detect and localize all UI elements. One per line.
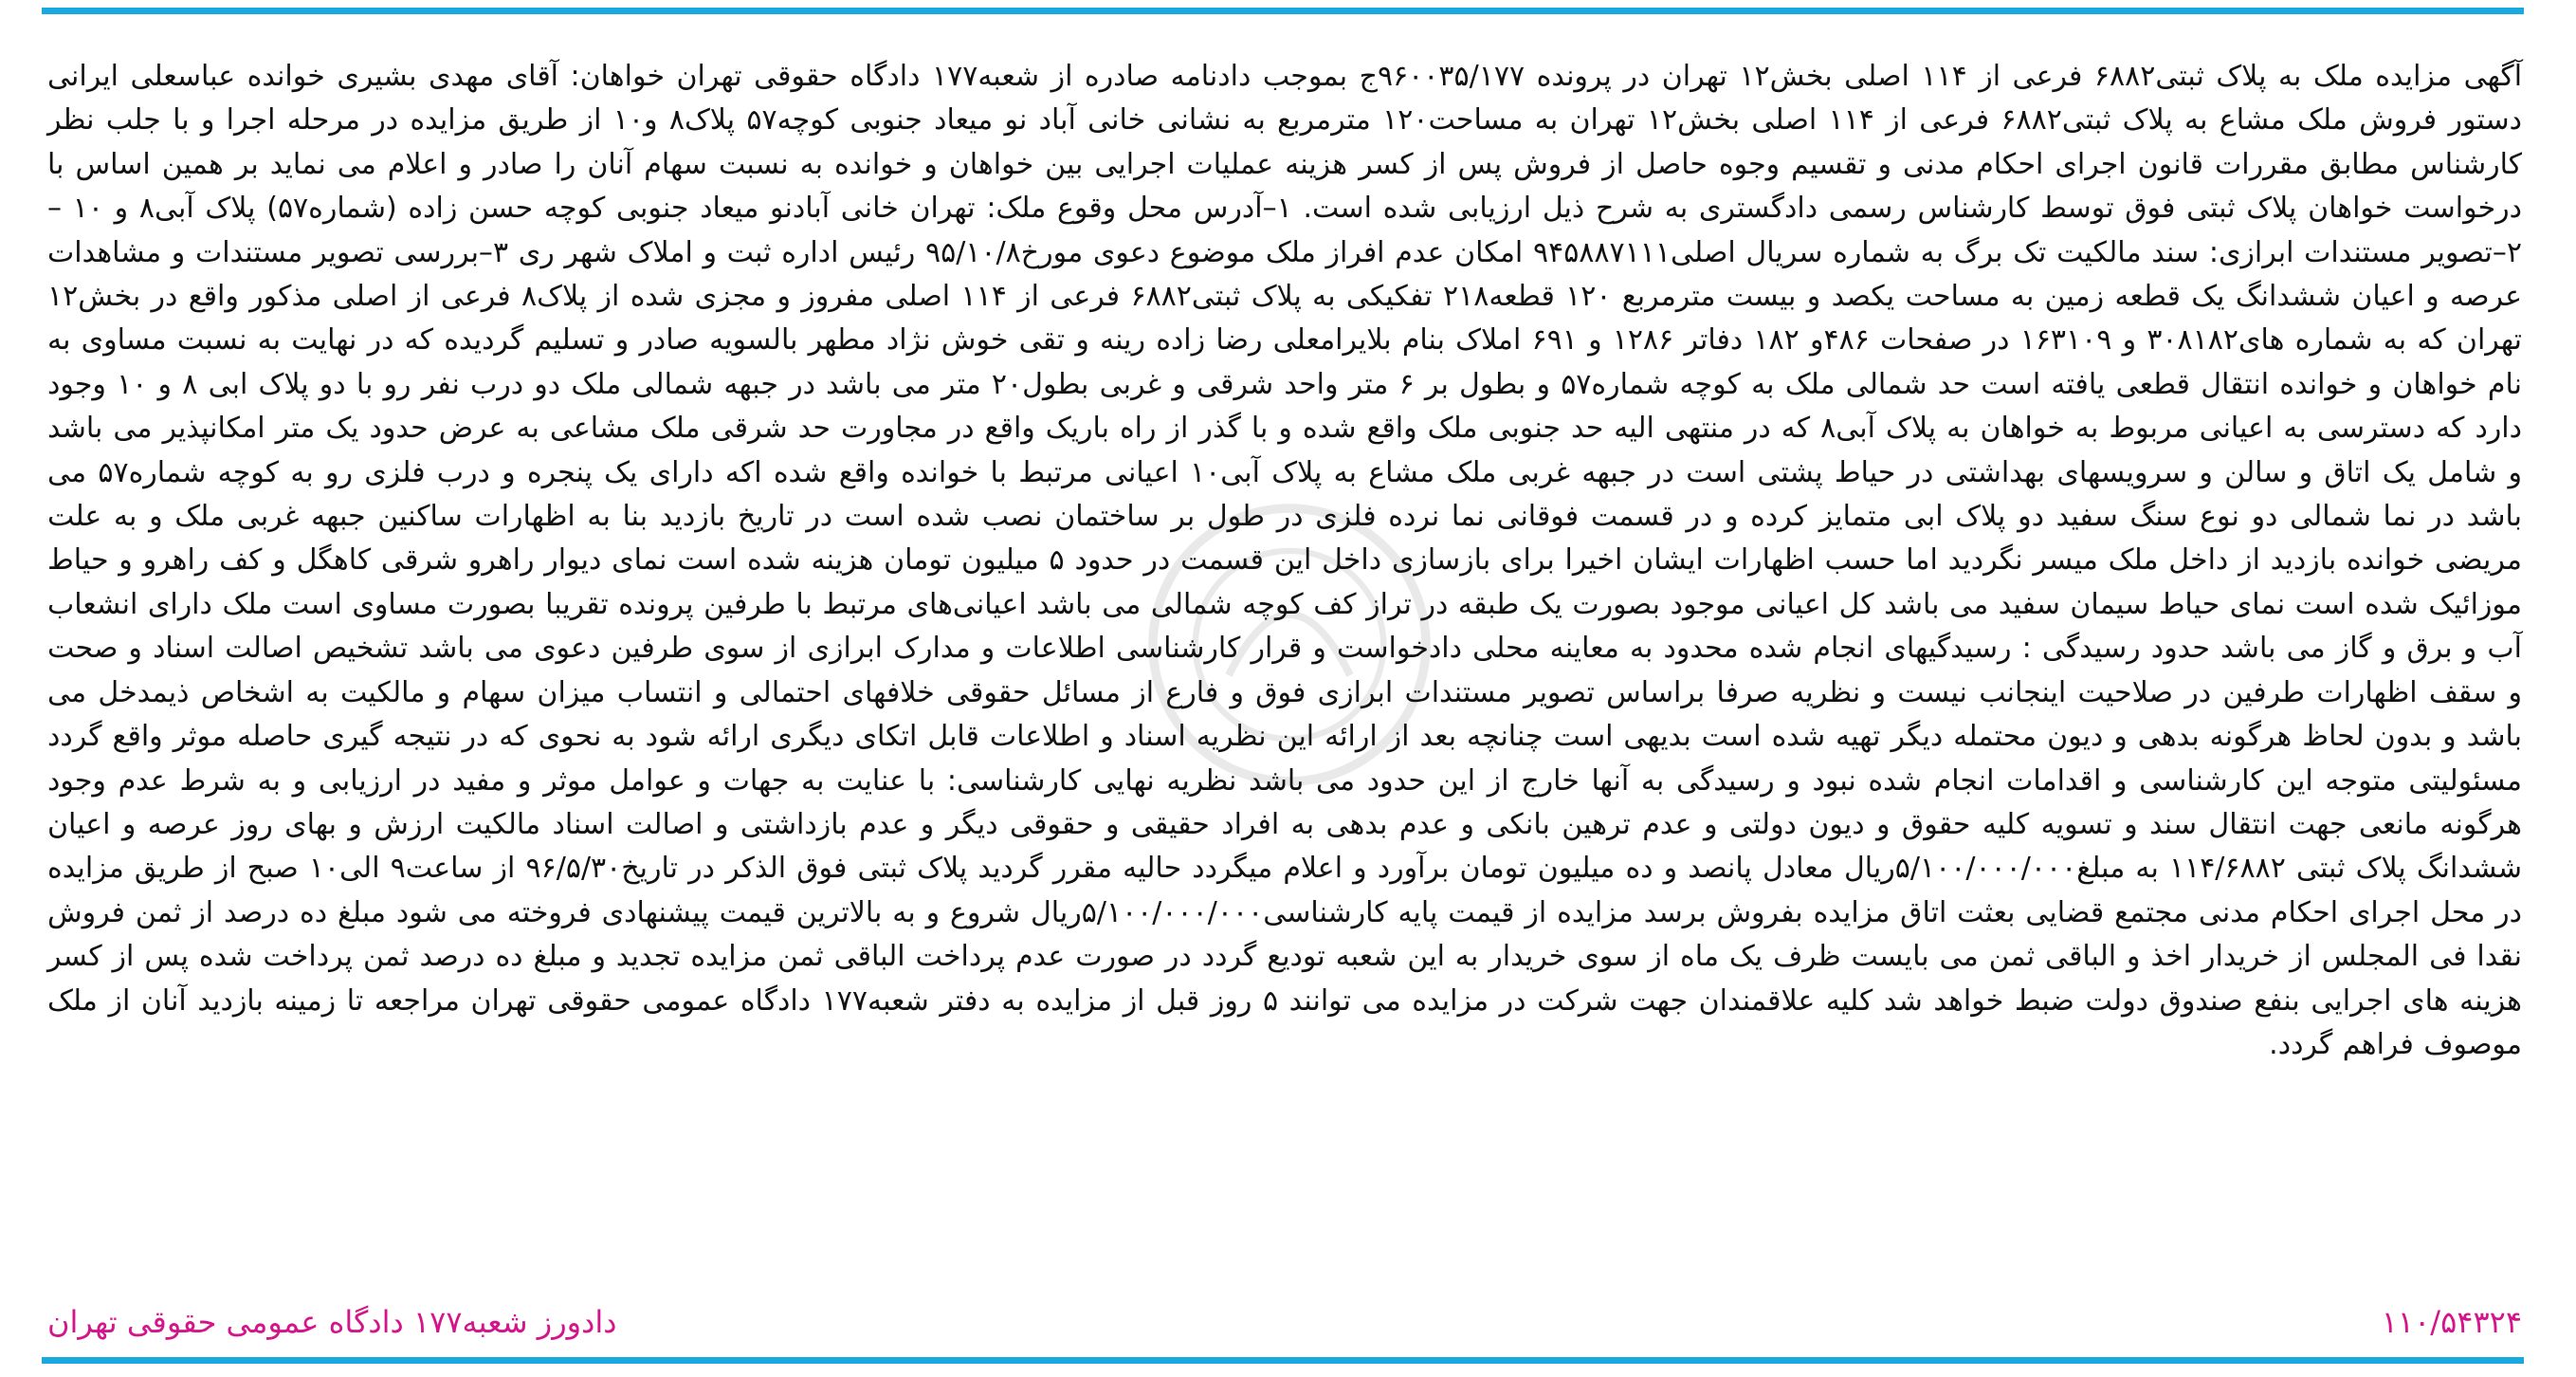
court-signature: دادورز شعبه۱۷۷ دادگاه عمومی حقوقی تهران [47,1304,617,1340]
notice-body: آگهی مزایده ملک به پلاک ثبتی۶۸۸۲ فرعی از ۱۱۴ اصلی بخش۱۲ تهران در پرونده ۹۶۰۰۳۵/۱۷۷ج بموجب دادنامه صادره از شعبه۱۷۷ دادگاه حقوقی تهران خواهان: آقای مهدی بشیری خوانده عباسعلی ایرانی دستور فروش ملک مشاع به پلاک ثبتی۶۸۸۲ فرعی از ۱۱۴ اصلی بخش۱۲ تهران به مساحت۱۲۰ مترمربع به نشانی خانی آباد نو میعاد جنوبی کوچه۵۷ پلاک۸ و۱۰ از طریق مزایده در مرحله اجرا و با جلب نظر کارشناس مطابق مقررات قانون اجرای احکام مدنی و تقسیم وجوه حاصل از فروش پس از کسر هزینه عملیات اجرایی بین خواهان و خوانده به نسبت سهام آنان را صادر و اعلام می نماید بر همین اساس با درخواست خواهان پلاک ثبتی فوق توسط کارشناس رسمی دادگستری به شرح ذیل ارزیابی شده است. ۱–آدرس محل وقوع ملک: تهران خانی آبادنو میعاد جنوبی کوچه حسن زاده (شماره۵۷) پلاک آبی۸ و ۱۰ – ۲–تصویر مستندات ابرازی: سند مالکیت تک برگ به شماره سریال اصلی۹۴۵۸۸۷۱۱۱ امکان عدم افراز ملک موضوع دعوی مورخ۹۵/۱۰/۸ رئیس اداره ثبت و املاک شهر ری ۳–بررسی تصویر مستندات و مشاهدات عرصه و اعیان ششدانگ یک قطعه زمین به مساحت یکصد و بیست مترمربع ۱۲۰ قطعه۲۱۸ تفکیکی به پلاک ثبتی۶۸۸۲ فرعی از ۱۱۴ اصلی مفروز و مجزی شده از پلاک۸ فرعی از اصلی مذکور واقع در بخش۱۲ تهران که به شماره های۳۰۸۱۸۲ و ۱۶۳۱۰۹ در صفحات ۴۸۶و ۱۸۲ دفاتر ۱۲۸۶ و ۶۹۱ املاک بنام بلایرامعلی رضا زاده رینه و تقی خوش نژاد مطهر بالسویه صادر و تسلیم گردیده که در نهایت به نسبت مساوی به نام خواهان و خوانده انتقال قطعی یافته است حد شمالی ملک به کوچه شماره۵۷ و بطول بر ۶ متر واحد شرقی و غربی بطول۲۰ متر می باشد در جبهه شمالی ملک دو درب نفر رو با دو پلاک ابی ۸ و ۱۰ وجود دارد که دسترسی به اعیانی مربوط به خواهان به پلاک آبی۸ که در منتهی الیه حد جنوبی ملک واقع شده و با گذر از راه باریک واقع در مجاورت حد شرقی ملک مشاعی به عرض حدود یک متر امکانپذیر می باشد و شامل یک اتاق و سالن و سرویسهای بهداشتی در حیاط پشتی است در جبهه غربی ملک مشاع به پلاک آبی۱۰ اعیانی مرتبط با خوانده واقع شده اکه دارای یک پنجره و درب فلزی رو به کوچه شماره۵۷ می باشد در نما شمالی دو نوع سنگ سفید دو پلاک ابی متمایز کرده و در قسمت فوقانی نما نرده فلزی در طول بر ساختمان نصب شده است در تاریخ بازدید بنا به اظهارات ساکنین جبهه غربی ملک و به علت مریضی خوانده بازدید از داخل ملک میسر نگردید اما حسب اظهارات ایشان اخیرا برای بازسازی داخل این قسمت در حدود ۵ میلیون تومان هزینه شده است نمای دیوار راهرو شرقی کاهگل و کف راهرو و حیاط موزائیک شده است نمای حیاط سیمان سفید می باشد کل اعیانی موجود بصورت یک طبقه در تراز کف کوچه شمالی می باشد اعیانی‌های مرتبط با طرفین پرونده تقریبا بصورت مساوی است ملک دارای انشعاب آب و برق و گاز می باشد حدود رسیدگی : رسیدگیهای انجام شده محدود به معاینه محلی دادخواست و قرار کارشناسی اطلاعات و مدارک ابرازی از سوی طرفین دعوی می باشد تشخیص اصالت اسناد و صحت و سقف اظهارات طرفین در صلاحیت اینجانب نیست و نظریه صرفا براساس تصویر مستندات ابرازی فوق و فارع از مسائل حقوقی خلافهای احتمالی و انتساب میزان سهام و مالکیت به اشخاص ذیمدخل می باشد و بدون لحاظ هرگونه بدهی و دیون محتمله دیگر تهیه شده است بدیهی است چنانچه بعد از ارائه این نظریه اسناد و اطلاعات قابل اتکای دیگری ارائه شود به نحوی که در نتیجه گیری حاصله موثر واقع گردد مسئولیتی متوجه این کارشناسی و اقدامات انجام شده نبود و رسیدگی به آنها خارج از این حدود می باشد نظریه نهایی کارشناسی: با عنایت به جهات و عوامل موثر و مفید در ارزیابی و به شرط عدم وجود هرگونه مانعی جهت انتقال سند و تسویه کلیه حقوق و دیون دولتی و عدم ترهین بانکی و عدم بدهی به افراد حقیقی و حقوقی دیگر و عدم بازداشتی و اصالت اسناد مالکیت ارزش و بهای روز عرصه و اعیان ششدانگ پلاک ثبتی ۱۱۴/۶۸۸۲ به مبلغ۵/۱۰۰/۰۰۰/۰۰۰ریال معادل پانصد و ده میلیون تومان برآورد و اعلام میگردد حالیه مقرر گردید پلاک ثبتی فوق الذکر در تاریخ۹۶/۵/۳۰ از ساعت۹ الی۱۰ صبح از طریق مزایده در محل اجرای احکام مدنی مجتمع قضایی بعثت اتاق مزایده بفروش برسد مزایده از قیمت پایه کارشناسی۵/۱۰۰/۰۰۰/۰۰۰ریال شروع و به بالاترین قیمت پیشنهادی فروخته می شود مبلغ ده درصد از ثمن فروش نقدا فی المجلس از خریدار اخذ و الباقی ثمن می بایست ظرف یک ماه از سوی خریدار به این شعبه تودیع گردد در صورت عدم پرداخت الباقی ثمن مزایده تجدید و مبلغ ده درصد ثمن پرداخت شده پس از کسر هزینه های اجرایی بنفع صندوق دولت ضبط خواهد شد کلیه علاقمندان جهت شرکت در مزایده می توانند ۵ روز قبل از مزایده به دفتر شعبه۱۷۷ دادگاه عمومی حقوقی تهران مراجعه تا زمینه بازدید آنان از ملک موصوف فراهم گردد. [47,60,2523,1061]
notice-footer [47,1304,2522,1351]
reference-number: ۱۱۰/۵۴۳۲۴ [2381,1304,2522,1340]
